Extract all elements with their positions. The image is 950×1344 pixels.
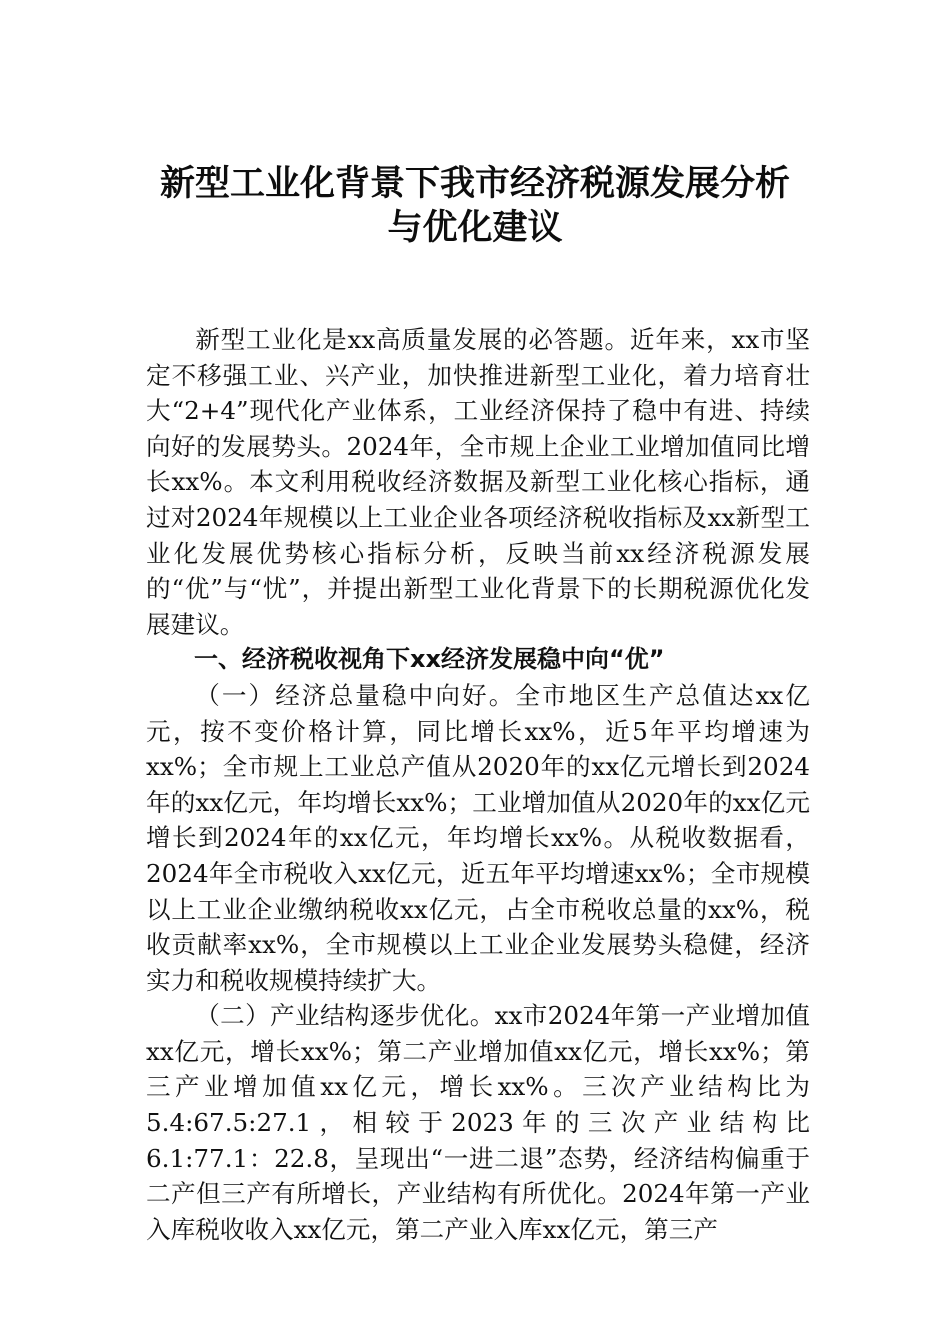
document-title-line-1: 新型工业化背景下我市经济税源发展分析 xyxy=(159,163,790,204)
document-title-line-2: 与优化建议 xyxy=(387,207,563,248)
document-body xyxy=(146,322,810,1247)
subsection-paragraph-1: （一）经济总量稳中向好。全市地区生产总值达xx亿元，按不变价格计算，同比增长xx%，近5年平均增速为xx%；全市规上工业总产值从2020年的xx亿元增长到2024年的xx亿元，年均增长xx%；工业增加值从2020年的xx亿元增长到2024年的xx亿元，年均增长xx%。从税收数据看，2024年全市税收入xx亿元，近五年平均增速xx%；全市规模以上工业企业缴纳税收xx亿元，占全市税收总量的xx%，税收贡献率xx%，全市规模以上工业企业发展势头稳健，经济实力和税收规模持续扩大。 xyxy=(146,680,810,995)
subsection-paragraph-2: （二）产业结构逐步优化。xx市2024年第一产业增加值xx亿元，增长xx%；第二产业增加值xx亿元，增长xx%；第三产业增加值xx亿元，增长xx%。三次产业结构比为5.4:67.5:27.1，相较于2023年的三次产业结构比6.1:77.1：22.8，呈现出“一进二退”态势，经济结构偏重于二产但三产有所增长，产业结构有所优化。2024年第一产业入库税收收入xx亿元，第二产业入库xx亿元，第三产 xyxy=(146,1001,810,1244)
intro-paragraph: 新型工业化是xx高质量发展的必答题。近年来，xx市坚定不移强工业、兴产业，加快推进新型工业化，着力培育壮大“2+4”现代化产业体系，工业经济保持了稳中有进、持续向好的发展势头。2024年，全市规上企业工业增加值同比增长xx%。本文利用税收经济数据及新型工业化核心指标，通过对2024年规模以上工业企业各项经济税收指标及xx新型工业化发展优势核心指标分析，反映当前xx经济税源发展的“优”与“忧”，并提出新型工业化背景下的长期税源优化发展建议。 xyxy=(146,325,810,639)
section-heading: 一、经济税收视角下xx经济发展稳中向“优” xyxy=(194,645,665,674)
